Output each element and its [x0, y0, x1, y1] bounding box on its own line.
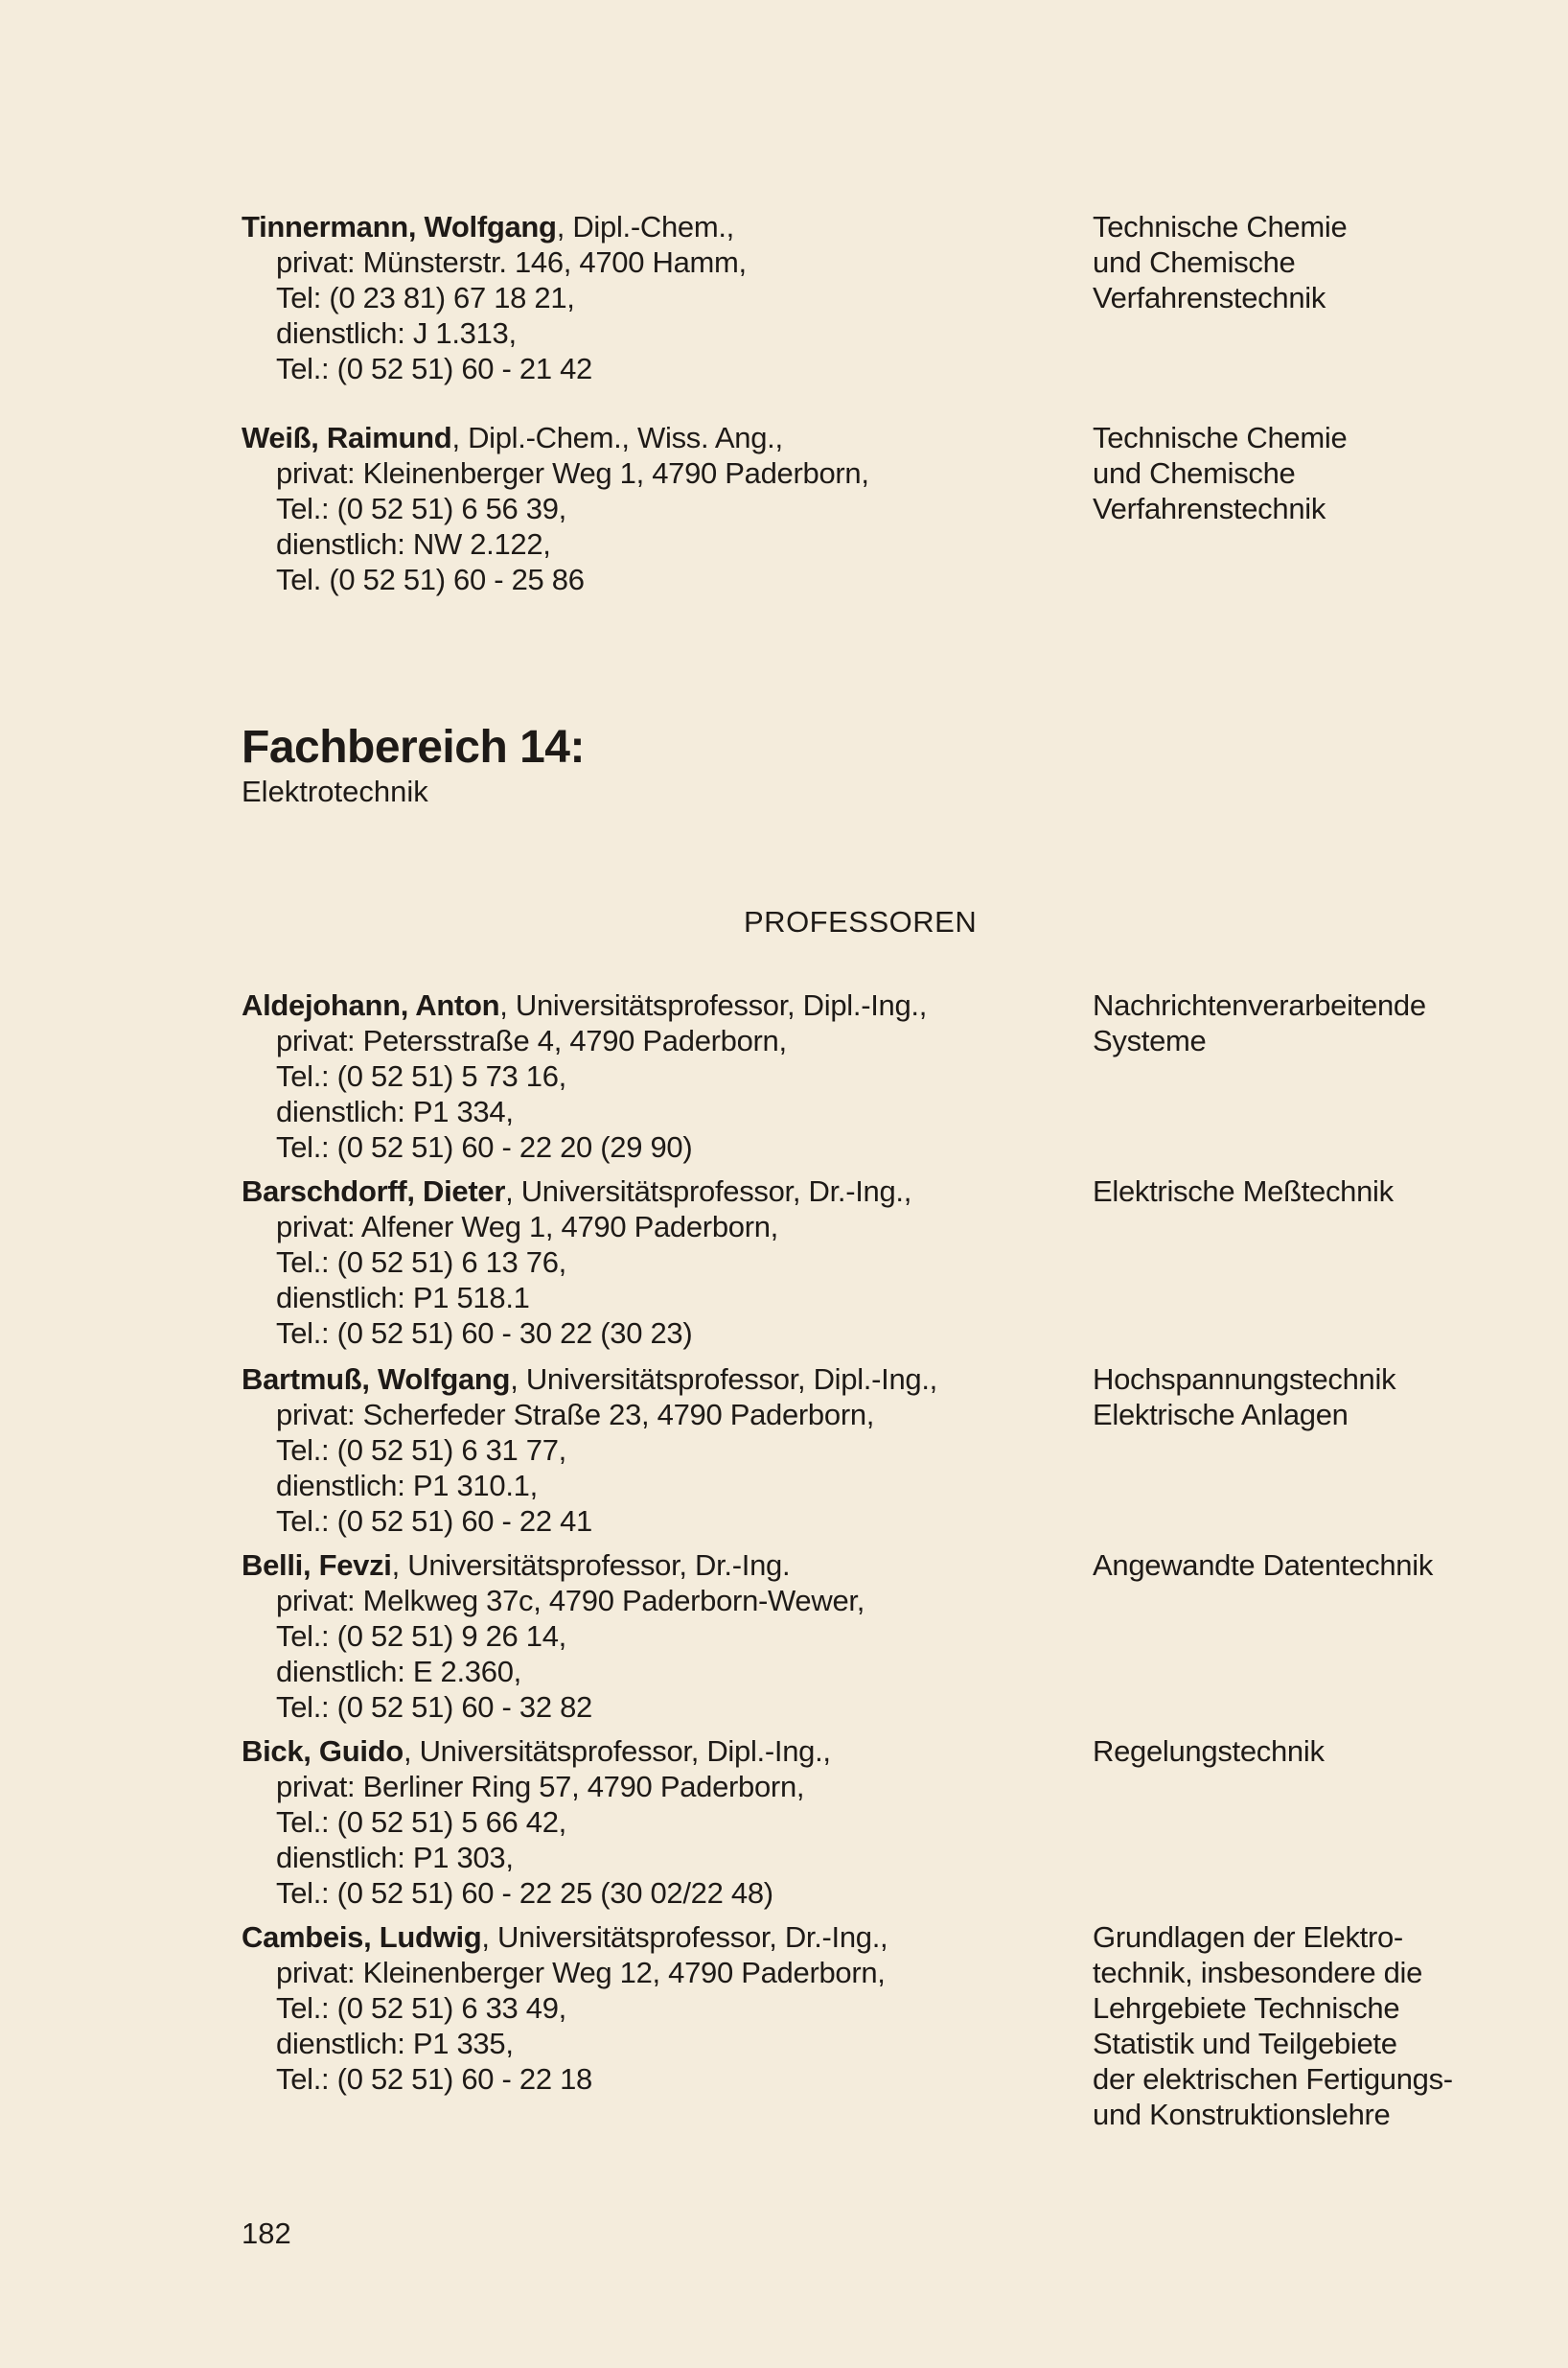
entry-subject: Technische Chemie und Chemische Verfahrenstechnik: [1093, 210, 1348, 314]
entry-subject: Technische Chemie und Chemische Verfahrenstechnik: [1093, 421, 1348, 525]
phone-line: Tel.: (0 52 51) 5 73 16,: [276, 1059, 566, 1093]
phone-line: Tel.: (0 52 51) 5 66 42,: [276, 1805, 566, 1839]
address-line: privat: Münsterstr. 146, 4700 Hamm,: [276, 245, 747, 279]
entry-details: [242, 987, 1066, 1165]
person-name: Belli, Fevzi: [242, 1548, 392, 1582]
entry-details: [242, 1547, 1066, 1725]
office-line: dienstlich: P1 334,: [276, 1095, 514, 1128]
person-name: Barschdorff, Dieter: [242, 1174, 506, 1208]
page-number: 182: [242, 2217, 291, 2250]
entry-details: [242, 1919, 1066, 2097]
office-line: dienstlich: P1 335,: [276, 2027, 514, 2060]
office-phone-line: Tel.: (0 52 51) 60 - 22 25 (30 02/22 48): [276, 1876, 773, 1910]
office-line: dienstlich: E 2.360,: [276, 1655, 521, 1688]
address-line: privat: Berliner Ring 57, 4790 Paderborn,: [276, 1770, 805, 1803]
address-line: privat: Petersstraße 4, 4790 Paderborn,: [276, 1024, 787, 1057]
entry-details: [242, 1361, 1066, 1539]
office-phone-line: Tel.: (0 52 51) 60 - 22 18: [276, 2062, 592, 2096]
entry-details: [242, 1733, 1066, 1911]
person-name: Tinnermann, Wolfgang: [242, 210, 557, 244]
entry-subject: Regelungstechnik: [1093, 1734, 1325, 1768]
entry-subject: Angewandte Datentechnik: [1093, 1548, 1434, 1582]
office-phone-line: Tel.: (0 52 51) 60 - 22 20 (29 90): [276, 1130, 693, 1164]
person-title: , Universitätsprofessor, Dipl.-Ing.,: [499, 988, 928, 1022]
entry-subject: Nachrichtenverarbeitende Systeme: [1093, 988, 1426, 1057]
office-line: dienstlich: P1 303,: [276, 1841, 514, 1874]
entry-details: [242, 1173, 1066, 1351]
office-line: dienstlich: P1 518.1: [276, 1281, 530, 1314]
office-line: dienstlich: J 1.313,: [276, 316, 517, 350]
entry-subject: Grundlagen der Elektro- technik, insbesondere die Lehrgebiete Technische Statistik und Teilgebiete der elektrischen Fertigungs- und Konstruktionslehre: [1093, 1920, 1453, 2131]
phone-line: Tel: (0 23 81) 67 18 21,: [276, 281, 575, 314]
address-line: privat: Kleinenberger Weg 1, 4790 Paderborn,: [276, 456, 869, 490]
address-line: privat: Kleinenberger Weg 12, 4790 Paderborn,: [276, 1956, 886, 1989]
entry-details: [242, 420, 1066, 597]
phone-line: Tel.: (0 52 51) 6 56 39,: [276, 492, 566, 525]
phone-line: Tel.: (0 52 51) 9 26 14,: [276, 1619, 566, 1653]
entry-subject: Elektrische Meßtechnik: [1093, 1174, 1394, 1208]
office-phone-line: Tel. (0 52 51) 60 - 25 86: [276, 563, 585, 596]
fachbereich-title: Fachbereich 14:: [242, 722, 585, 773]
fachbereich-subtitle: Elektrotechnik: [242, 775, 428, 808]
section-heading: PROFESSOREN: [744, 905, 978, 939]
phone-line: Tel.: (0 52 51) 6 33 49,: [276, 1991, 566, 2025]
office-line: dienstlich: NW 2.122,: [276, 527, 551, 561]
office-phone-line: Tel.: (0 52 51) 60 - 22 41: [276, 1504, 592, 1538]
person-title: , Dipl.-Chem., Wiss. Ang.,: [451, 421, 783, 454]
person-name: Cambeis, Ludwig: [242, 1920, 482, 1954]
office-line: dienstlich: P1 310.1,: [276, 1469, 538, 1502]
address-line: privat: Melkweg 37c, 4790 Paderborn-Wewer,: [276, 1584, 865, 1617]
office-phone-line: Tel.: (0 52 51) 60 - 30 22 (30 23): [276, 1316, 693, 1350]
person-title: , Universitätsprofessor, Dr.-Ing.: [391, 1548, 791, 1582]
phone-line: Tel.: (0 52 51) 6 13 76,: [276, 1245, 566, 1279]
person-title: , Universitätsprofessor, Dipl.-Ing.,: [510, 1362, 937, 1396]
person-name: Aldejohann, Anton: [242, 988, 500, 1022]
person-title: , Universitätsprofessor, Dr.-Ing.,: [505, 1174, 912, 1208]
entry-subject: Hochspannungstechnik Elektrische Anlagen: [1093, 1362, 1396, 1431]
person-title: , Universitätsprofessor, Dr.-Ing.,: [481, 1920, 888, 1954]
person-title: , Universitätsprofessor, Dipl.-Ing.,: [403, 1734, 831, 1768]
person-name: Weiß, Raimund: [242, 421, 452, 454]
person-title: , Dipl.-Chem.,: [556, 210, 734, 244]
address-line: privat: Scherfeder Straße 23, 4790 Paderborn,: [276, 1398, 875, 1431]
office-phone-line: Tel.: (0 52 51) 60 - 32 82: [276, 1690, 592, 1724]
phone-line: Tel.: (0 52 51) 6 31 77,: [276, 1433, 566, 1467]
office-phone-line: Tel.: (0 52 51) 60 - 21 42: [276, 352, 592, 385]
entry-details: [242, 209, 1066, 386]
person-name: Bick, Guido: [242, 1734, 404, 1768]
address-line: privat: Alfener Weg 1, 4790 Paderborn,: [276, 1210, 778, 1243]
person-name: Bartmuß, Wolfgang: [242, 1362, 511, 1396]
